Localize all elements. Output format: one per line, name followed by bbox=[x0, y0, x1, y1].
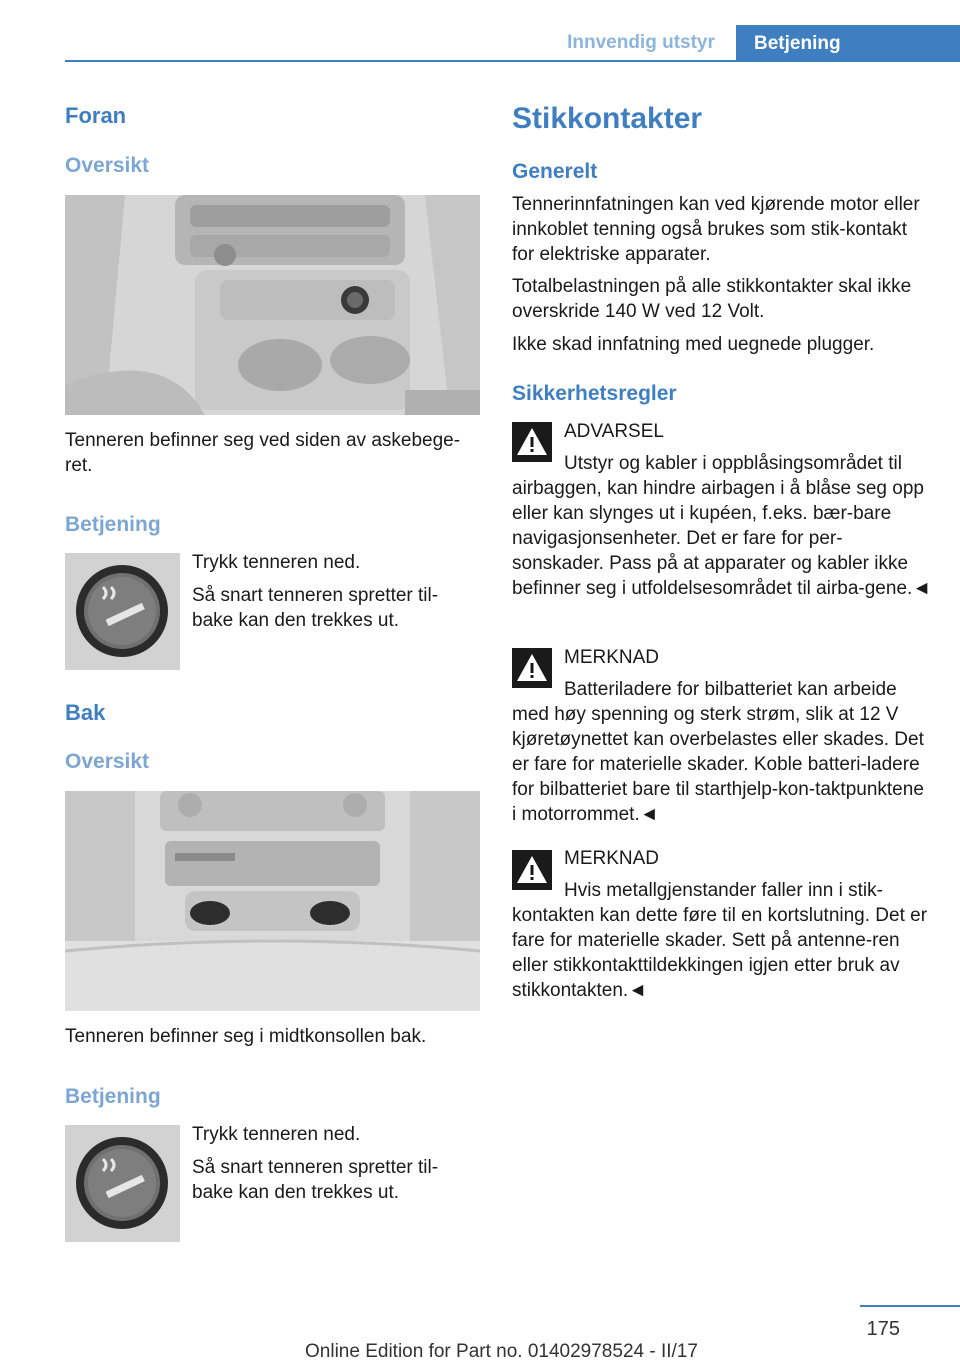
rear-title: Bak bbox=[65, 700, 106, 725]
general-heading: Generelt bbox=[512, 160, 598, 183]
rear-op-step-2: Så snart tenneren spretter til-bake kan den trekkes ut. bbox=[192, 1157, 439, 1203]
warning-triangle-icon bbox=[512, 648, 552, 688]
front-operation-heading: Betjening bbox=[65, 513, 161, 536]
note2-text-lead: Hvis metallgjenstander faller inn i stik- bbox=[564, 880, 883, 901]
general-paragraph-2: Totalbelastningen på alle stikkontakter skal ikke overskride 140 W ved 12 Volt. bbox=[512, 276, 912, 322]
rear-operation-heading: Betjening bbox=[65, 1085, 161, 1108]
rear-lighter-image bbox=[65, 1125, 180, 1242]
warning-text-lead: Utstyr og kabler i oppblåsingsområdet til bbox=[564, 453, 902, 474]
footer-rule bbox=[860, 1305, 960, 1307]
front-title: Foran bbox=[65, 103, 127, 128]
note1-text-lead: Batteriladere for bilbatteriet kan arbeide bbox=[564, 679, 897, 700]
rear-console-photo bbox=[65, 791, 480, 1011]
note2-label: MERKNAD bbox=[564, 848, 660, 869]
note1-text: med høy spenning og sterk strøm, slik at 12 V kjøretøynettet kan overbelastes eller skades. Det er fare for materielle skader. Koble batteri-ladere for bilbatteriet bare til starthjelp-kon-taktpunktene i motorrommet.◄ bbox=[512, 704, 924, 825]
footer-edition: Online Edition for Part no. 01402978524 - II/17 bbox=[305, 1341, 698, 1362]
header-active-tab[interactable]: Betjening bbox=[736, 25, 960, 62]
header-section-tab[interactable]: Innvendig utstyr bbox=[567, 32, 715, 53]
rear-op-step-1: Trykk tenneren ned. bbox=[192, 1124, 361, 1145]
section-title: Stikkontakter bbox=[512, 102, 703, 135]
front-overview-heading: Oversikt bbox=[65, 154, 150, 177]
header-rule bbox=[65, 60, 960, 62]
note1-label: MERKNAD bbox=[564, 647, 660, 668]
note2-text: kontakten kan dette føre til en kortslutning. Det er fare for materielle skader. Sett på antenne-ren eller stikkontakttildekkingen igjen etter bruk av stikkontakten.◄ bbox=[512, 905, 928, 1001]
rear-caption: Tenneren befinner seg i midtkonsollen bak. bbox=[65, 1026, 427, 1047]
warning-triangle-icon bbox=[512, 850, 552, 890]
front-op-step-2: Så snart tenneren spretter til-bake kan den trekkes ut. bbox=[192, 585, 439, 631]
warning-text: airbaggen, kan hindre airbagen i å blåse seg opp eller kan slynges ut i kupéen, f.eks. bær-bare navigasjonsenheter. Det er fare for per-sonskader. Pass på at apparater og kabler ikke befinner seg i utfoldelsesområdet til airba-gene.◄ bbox=[512, 478, 932, 599]
front-console-photo bbox=[65, 195, 480, 415]
rear-overview-heading: Oversikt bbox=[65, 750, 150, 773]
general-paragraph-3: Ikke skad innfatning med uegnede plugger. bbox=[512, 334, 875, 355]
safety-heading: Sikkerhetsregler bbox=[512, 382, 677, 405]
front-op-step-1: Trykk tenneren ned. bbox=[192, 552, 361, 573]
front-lighter-image bbox=[65, 553, 180, 670]
warning-triangle-icon bbox=[512, 422, 552, 462]
front-caption: Tenneren befinner seg ved siden av askebege-ret. bbox=[65, 430, 461, 476]
page-number: 175 bbox=[866, 1318, 900, 1340]
warning-label: ADVARSEL bbox=[564, 421, 664, 442]
general-paragraph-1: Tennerinnfatningen kan ved kjørende motor eller innkoblet tenning også brukes som stik-kontakt for elektriske apparater. bbox=[512, 194, 920, 265]
